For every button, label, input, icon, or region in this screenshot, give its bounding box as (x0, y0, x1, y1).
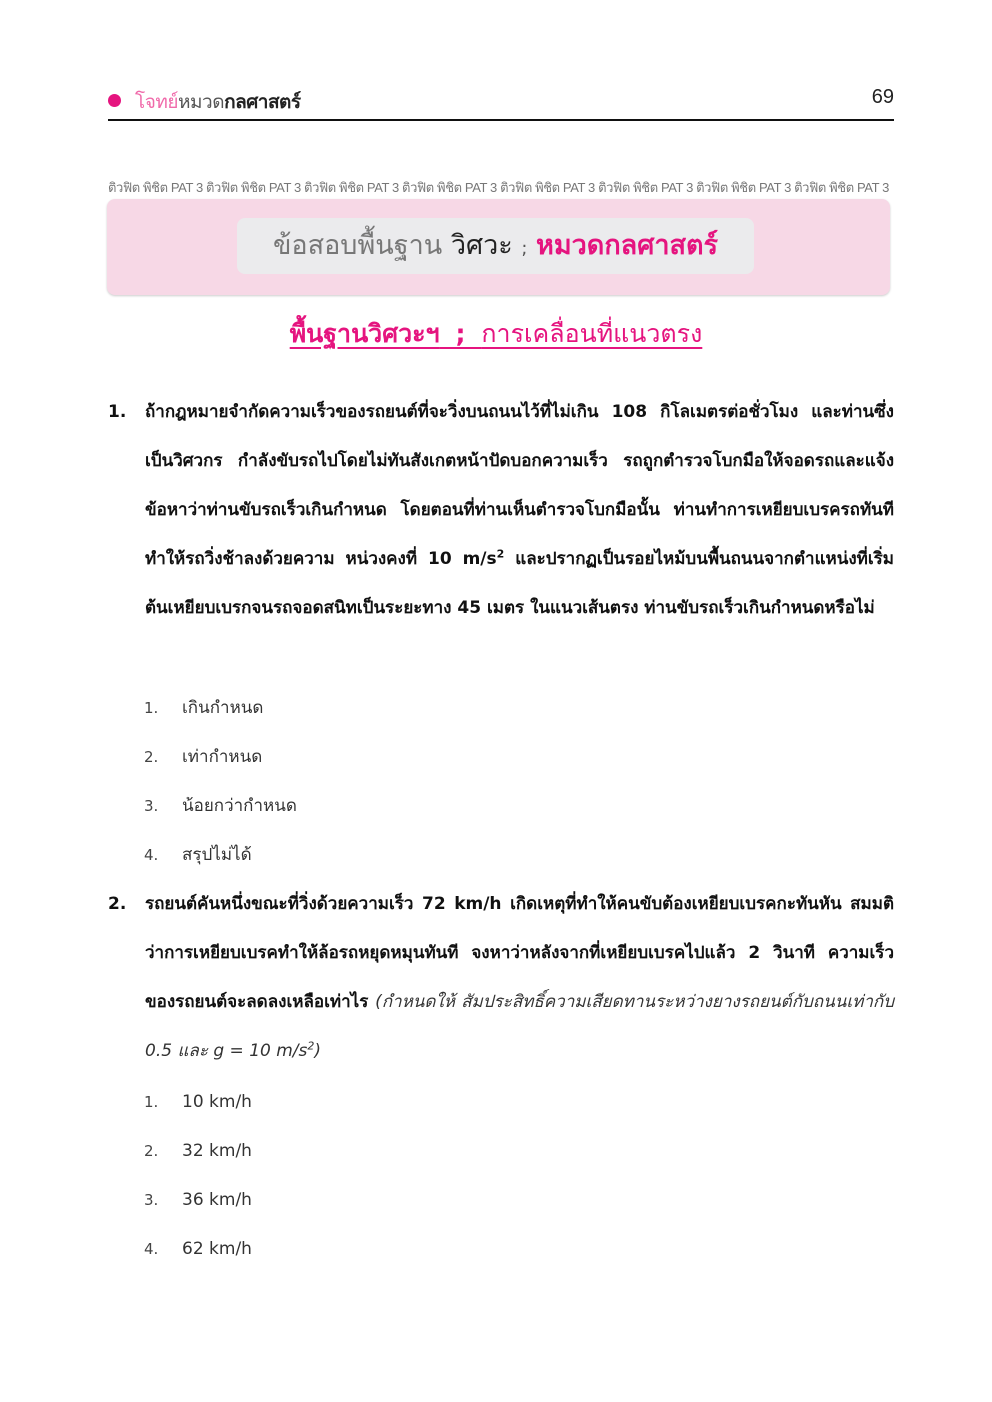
q2-option-2[interactable]: 2. 32 km/h (144, 1141, 252, 1161)
repeating-ribbon: ติวฟิต พิชิต PAT 3 ติวฟิต พิชิต PAT 3 ติวฟิต พิชิต PAT 3 ติวฟิต พิชิต PAT 3 ติวฟิต พิชิต PAT 3 ติวฟิต พิชิต PAT 3 ติวฟิต พิชิต PAT 3 ติวฟิต พิชิต PAT 3 (108, 180, 889, 195)
q2-option-3[interactable]: 3. 36 km/h (144, 1190, 252, 1210)
banner-part3: หมวดกลศาสตร์ (536, 230, 719, 261)
header-rule (108, 119, 894, 121)
question-number: 2. (108, 894, 127, 914)
section-topic: การเคลื่อนที่แนวตรง (481, 319, 703, 348)
banner (107, 199, 890, 295)
question-number: 1. (108, 402, 127, 422)
title-pink: โจทย์ (135, 91, 178, 113)
page-header (108, 84, 894, 120)
question-2 (108, 880, 894, 1076)
q1-option-2[interactable]: 2. เท่ากำหนด (144, 747, 263, 767)
section-prefix: พื้นฐานวิศวะฯ (289, 319, 440, 348)
bullet-dot-icon (108, 94, 121, 107)
running-title (135, 87, 301, 117)
title-gray: หมวด (178, 91, 225, 113)
q1-option-1[interactable]: 1. เกินกำหนด (144, 698, 264, 718)
q2-option-4[interactable]: 4. 62 km/h (144, 1239, 252, 1259)
banner-title (237, 218, 754, 274)
banner-separator: ; (521, 238, 528, 259)
q2-option-1[interactable]: 1. 10 km/h (144, 1092, 252, 1112)
page-number: 69 (871, 86, 894, 108)
banner-part1: ข้อสอบพื้นฐาน (272, 230, 443, 261)
question-text: รถยนต์คันหนึ่งขณะที่วิ่งด้วยความเร็ว 72 km/h เกิดเหตุที่ทำให้คนขับต้องเหยียบเบรคกะทันหัน สมมติว่าการเหยียบเบรคทำให้ล้อรถหยุดหมุนทันที จงหาว่าหลังจากที่เหยียบเบรคไปแล้ว 2 วินาที ความเร็วของรถยนต์จะลดลงเหลือเท่าไร (กำหนดให้ สัมประสิทธิ์ความเสียดทานระหว่างยางรถยนต์กับถนนเท่ากับ 0.5 และ g = 10 $m/s^2$) (145, 894, 894, 1061)
question-note: (กำหนดให้ สัมประสิทธิ์ความเสียดทานระหว่างยางรถยนต์กับถนนเท่ากับ 0.5 และ g = 10 $m/s^2$) (145, 992, 894, 1061)
title-dark: กลศาสตร์ (224, 91, 301, 113)
section-separator: ; (455, 319, 466, 348)
question-text: ถ้ากฎหมายจำกัดความเร็วของรถยนต์ที่จะวิ่งบนถนนไว้ที่ไม่เกิน 108 กิโลเมตรต่อชั่วโมง และท่านซึ่งเป็นวิศวกร กำลังขับรถไปโดยไม่ทันสังเกตหน้าปัดบอกความเร็ว รถถูกตำรวจโบกมือให้จอดรถและแจ้งข้อหาว่าท่านขับรถเร็วเกินกำหนด โดยตอนที่ท่านเห็นตำรวจโบกมือนั้น ท่านทำการเหยียบเบรครถทันทีทำให้รถวิ่งช้าลงด้วยความ หน่วงคงที่ 10 $m/s^2$ และปรากฏเป็นรอยไหม้บนพื้นถนนจากตำแหน่งที่เริ่มต้นเหยียบเบรกจนรถจอดสนิทเป็นระยะทาง 45 เมตร ในแนวเส้นตรง ท่านขับรถเร็วเกินกำหนดหรือไม่ (145, 402, 895, 618)
banner-part2: วิศวะ (450, 230, 513, 261)
q1-option-4[interactable]: 4. สรุปไม่ได้ (144, 845, 252, 865)
section-title (0, 314, 992, 354)
q1-option-3[interactable]: 3. น้อยกว่ากำหนด (144, 796, 297, 816)
question-1 (108, 388, 894, 633)
